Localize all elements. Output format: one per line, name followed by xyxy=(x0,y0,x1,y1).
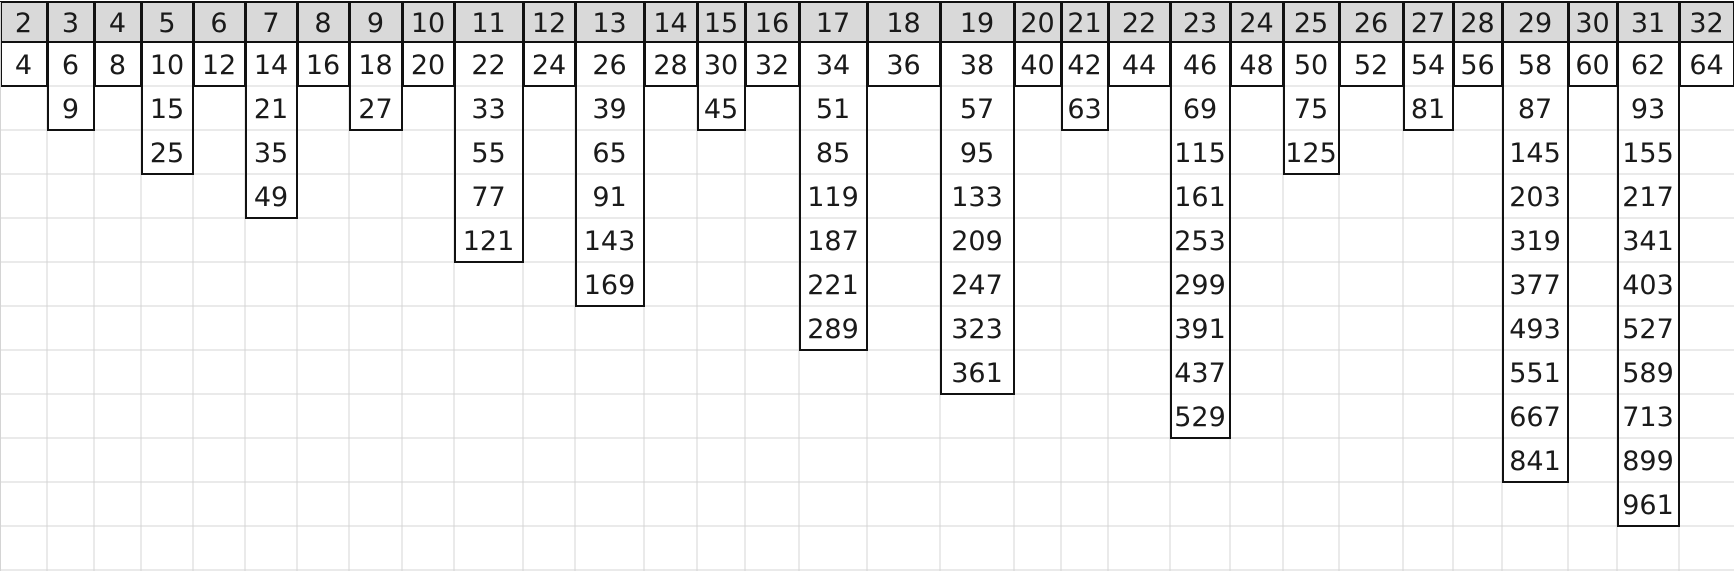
value-cell: 9 xyxy=(61,94,80,125)
value-cell: 6 xyxy=(61,50,80,81)
value-cell: 64 xyxy=(1689,50,1724,81)
value-cell: 155 xyxy=(1622,138,1674,169)
value-cell: 24 xyxy=(531,50,567,81)
header-cell: 4 xyxy=(108,8,127,39)
header-cell: 22 xyxy=(1121,8,1157,39)
header-cell: 7 xyxy=(262,8,280,39)
value-cell: 16 xyxy=(305,50,341,81)
header-cell: 19 xyxy=(959,8,995,39)
value-cell: 63 xyxy=(1067,94,1102,125)
header-cell: 28 xyxy=(1460,8,1495,39)
value-cell: 667 xyxy=(1509,402,1561,433)
value-cell: 28 xyxy=(653,50,688,81)
value-cell: 323 xyxy=(951,314,1003,345)
value-cell: 87 xyxy=(1517,94,1553,125)
value-cell: 21 xyxy=(253,94,289,125)
value-cell: 46 xyxy=(1182,50,1218,81)
value-cell: 44 xyxy=(1121,50,1157,81)
header-cell: 3 xyxy=(61,8,80,39)
value-cell: 319 xyxy=(1509,226,1561,257)
value-cell: 437 xyxy=(1174,358,1226,389)
value-cell: 217 xyxy=(1622,182,1674,213)
value-cell: 133 xyxy=(951,182,1003,213)
value-cell: 713 xyxy=(1622,402,1674,433)
header-cell: 21 xyxy=(1067,8,1102,39)
value-cell: 75 xyxy=(1293,94,1329,125)
header-cell: 14 xyxy=(653,8,688,39)
value-cell: 253 xyxy=(1174,226,1226,257)
value-cell: 38 xyxy=(959,50,995,81)
column-11 xyxy=(455,2,523,262)
value-cell: 289 xyxy=(807,314,859,345)
value-cell: 527 xyxy=(1622,314,1674,345)
value-cell: 209 xyxy=(951,226,1003,257)
header-cell: 9 xyxy=(366,8,385,39)
value-cell: 81 xyxy=(1410,94,1446,125)
column-29 xyxy=(1503,2,1568,482)
header-cell: 16 xyxy=(754,8,790,39)
value-cell: 187 xyxy=(807,226,859,257)
value-cell: 18 xyxy=(358,50,393,81)
value-cell: 169 xyxy=(583,270,636,301)
value-cell: 77 xyxy=(471,182,506,213)
value-cell: 145 xyxy=(1509,138,1561,169)
value-cell: 34 xyxy=(815,50,851,81)
value-cell: 52 xyxy=(1353,50,1389,81)
column-23 xyxy=(1171,2,1230,438)
value-cell: 39 xyxy=(592,94,627,125)
value-cell: 361 xyxy=(951,358,1003,389)
value-cell: 22 xyxy=(471,50,506,81)
value-cell: 589 xyxy=(1622,358,1674,389)
header-cell: 6 xyxy=(210,8,228,39)
value-cell: 143 xyxy=(583,226,636,257)
header-cell: 26 xyxy=(1353,8,1389,39)
value-cell: 65 xyxy=(592,138,627,169)
value-cell: 493 xyxy=(1509,314,1561,345)
value-cell: 8 xyxy=(108,50,127,81)
header-cell: 25 xyxy=(1293,8,1329,39)
value-cell: 20 xyxy=(410,50,446,81)
header-cell: 24 xyxy=(1239,8,1274,39)
value-cell: 125 xyxy=(1285,138,1337,169)
header-cell: 5 xyxy=(158,8,176,39)
value-cell: 221 xyxy=(807,270,859,301)
header-cell: 10 xyxy=(410,8,446,39)
column-17 xyxy=(800,2,867,350)
value-cell: 69 xyxy=(1182,94,1218,125)
header-cell: 27 xyxy=(1410,8,1446,39)
column-21 xyxy=(1062,2,1108,130)
value-cell: 529 xyxy=(1174,402,1226,433)
value-cell: 14 xyxy=(253,50,289,81)
value-cell: 203 xyxy=(1509,182,1561,213)
value-cell: 33 xyxy=(471,94,506,125)
header-cell: 20 xyxy=(1020,8,1055,39)
column-31 xyxy=(1618,2,1679,526)
value-cell: 391 xyxy=(1174,314,1226,345)
header-cell: 12 xyxy=(531,8,567,39)
value-cell: 341 xyxy=(1622,226,1674,257)
value-cell: 377 xyxy=(1509,270,1561,301)
value-cell: 55 xyxy=(471,138,506,169)
value-cell: 247 xyxy=(951,270,1003,301)
column-19 xyxy=(941,2,1014,394)
value-cell: 299 xyxy=(1174,270,1226,301)
column-20 xyxy=(1015,2,1061,86)
header-cell: 15 xyxy=(703,8,739,39)
value-cell: 62 xyxy=(1630,50,1666,81)
value-cell: 26 xyxy=(592,50,627,81)
value-cell: 15 xyxy=(149,94,185,125)
value-cell: 40 xyxy=(1020,50,1055,81)
value-cell: 961 xyxy=(1622,490,1674,521)
header-cell: 31 xyxy=(1630,8,1666,39)
value-cell: 161 xyxy=(1174,182,1226,213)
value-cell: 36 xyxy=(886,50,921,81)
value-cell: 32 xyxy=(754,50,790,81)
value-cell: 121 xyxy=(462,226,515,257)
value-cell: 841 xyxy=(1509,446,1561,477)
value-cell: 58 xyxy=(1517,50,1553,81)
value-cell: 95 xyxy=(959,138,995,169)
header-cell: 17 xyxy=(815,8,851,39)
header-cell: 32 xyxy=(1689,8,1724,39)
value-cell: 50 xyxy=(1293,50,1329,81)
value-cell: 115 xyxy=(1174,138,1226,169)
header-cell: 13 xyxy=(592,8,627,39)
header-cell: 2 xyxy=(14,8,33,39)
value-cell: 403 xyxy=(1622,270,1674,301)
value-cell: 10 xyxy=(149,50,185,81)
column-13 xyxy=(576,2,644,306)
header-cell: 11 xyxy=(471,8,506,39)
value-cell: 57 xyxy=(959,94,995,125)
header-cell: 29 xyxy=(1517,8,1553,39)
header-cell: 23 xyxy=(1182,8,1218,39)
value-cell: 4 xyxy=(14,50,33,81)
value-cell: 25 xyxy=(149,138,185,169)
value-cell: 12 xyxy=(201,50,237,81)
value-cell: 60 xyxy=(1575,50,1610,81)
value-cell: 551 xyxy=(1509,358,1561,389)
value-cell: 119 xyxy=(807,182,859,213)
value-cell: 48 xyxy=(1239,50,1274,81)
value-cell: 45 xyxy=(703,94,739,125)
value-cell: 30 xyxy=(703,50,739,81)
header-cell: 18 xyxy=(886,8,921,39)
value-cell: 35 xyxy=(253,138,289,169)
value-cell: 54 xyxy=(1410,50,1446,81)
value-cell: 51 xyxy=(815,94,851,125)
value-cell: 85 xyxy=(815,138,851,169)
header-cell: 8 xyxy=(314,8,332,39)
value-cell: 899 xyxy=(1622,446,1674,477)
column-15 xyxy=(698,2,745,130)
value-cell: 56 xyxy=(1460,50,1495,81)
header-cell: 30 xyxy=(1575,8,1610,39)
value-cell: 42 xyxy=(1067,50,1102,81)
value-cell: 91 xyxy=(592,182,627,213)
value-cell: 93 xyxy=(1630,94,1666,125)
value-cell: 27 xyxy=(358,94,393,125)
value-cell: 49 xyxy=(253,182,289,213)
